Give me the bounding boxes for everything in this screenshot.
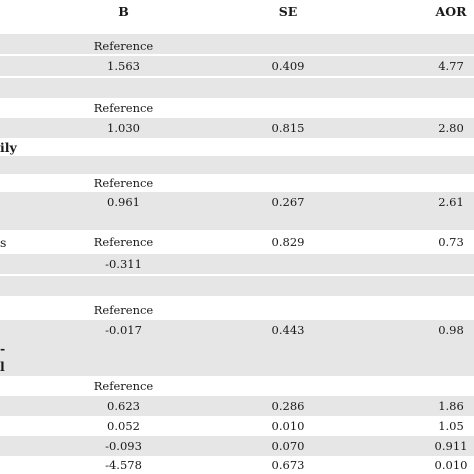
row-label: ily	[0, 139, 17, 155]
row-se: 0.673	[271, 458, 305, 472]
table-row	[0, 156, 474, 174]
row-aor: 2.61	[438, 195, 464, 209]
row-aor	[418, 356, 474, 376]
row-aor: 1.05	[438, 419, 464, 433]
row-b: 0.623	[107, 399, 140, 413]
row-aor: 4.77	[438, 59, 464, 73]
row-b: 1.563	[107, 59, 140, 73]
row-se	[238, 98, 338, 118]
row-se	[238, 376, 338, 396]
table-row	[0, 300, 474, 320]
table-row	[0, 254, 474, 274]
table-row	[0, 212, 474, 230]
row-label: s	[0, 234, 7, 250]
table-row	[0, 192, 474, 212]
row-b: 0.961	[107, 195, 140, 209]
header-aor: AOR	[435, 3, 467, 19]
table-row	[0, 174, 474, 192]
row-b	[70, 340, 177, 356]
table-row	[0, 118, 474, 138]
row-aor	[418, 254, 474, 274]
table-row	[0, 36, 474, 56]
row-se	[238, 138, 338, 156]
row-b: Reference	[93, 39, 154, 53]
table-row	[0, 232, 474, 252]
table-row	[0, 56, 474, 76]
table-row	[0, 340, 474, 356]
row-aor: 1.86	[438, 399, 464, 413]
row-se	[238, 340, 338, 356]
row-b	[70, 78, 177, 98]
row-aor: 2.80	[438, 121, 464, 135]
table-row	[0, 320, 474, 340]
table-row	[0, 98, 474, 118]
row-b: -0.017	[105, 323, 142, 337]
row-se	[238, 78, 338, 98]
row-aor	[418, 212, 474, 230]
row-b: Reference	[93, 101, 154, 115]
table-row	[0, 78, 474, 98]
row-b: Reference	[93, 176, 154, 190]
table-row	[0, 276, 474, 296]
row-b	[70, 356, 177, 376]
table-row	[0, 138, 474, 156]
table-row	[0, 456, 474, 474]
row-se	[238, 254, 338, 274]
row-label: -	[0, 340, 6, 356]
row-aor	[418, 276, 474, 296]
row-se: 0.286	[271, 399, 305, 413]
row-aor: 0.73	[438, 235, 464, 249]
row-aor	[418, 78, 474, 98]
row-se: 0.443	[271, 323, 305, 337]
row-se: 0.409	[271, 59, 305, 73]
row-aor: 0.010	[434, 458, 468, 472]
row-aor	[418, 300, 474, 320]
row-aor: 0.98	[438, 323, 464, 337]
row-se: 0.267	[271, 195, 305, 209]
row-b: -4.578	[105, 458, 142, 472]
row-se: 0.070	[271, 439, 305, 453]
row-se: 0.829	[271, 235, 305, 249]
row-se	[238, 300, 338, 320]
row-aor	[418, 138, 474, 156]
table-row	[0, 436, 474, 456]
table-row	[0, 376, 474, 396]
row-b: -0.093	[105, 439, 142, 453]
row-b: -0.311	[105, 257, 142, 271]
row-aor	[418, 174, 474, 192]
table-row	[0, 396, 474, 416]
row-b	[70, 276, 177, 296]
header-se: SE	[278, 3, 298, 19]
row-b: Reference	[93, 235, 154, 249]
row-se	[238, 356, 338, 376]
row-b: 0.052	[107, 419, 140, 433]
row-aor	[418, 340, 474, 356]
table-header-row	[0, 0, 474, 22]
row-aor	[418, 98, 474, 118]
row-se: 0.815	[271, 121, 305, 135]
row-aor	[418, 36, 474, 56]
row-se	[238, 36, 338, 56]
row-aor	[418, 376, 474, 396]
header-b: B	[118, 3, 129, 19]
row-b: Reference	[93, 303, 154, 317]
row-se	[238, 212, 338, 230]
table-row	[0, 356, 474, 376]
table-row	[0, 416, 474, 436]
row-se: 0.010	[271, 419, 305, 433]
row-b	[70, 212, 177, 230]
row-se	[238, 174, 338, 192]
row-b: Reference	[93, 379, 154, 393]
row-b	[70, 138, 177, 156]
row-label: l	[0, 358, 5, 374]
row-b: 1.030	[107, 121, 140, 135]
row-aor: 0.911	[434, 439, 468, 453]
row-se	[238, 276, 338, 296]
